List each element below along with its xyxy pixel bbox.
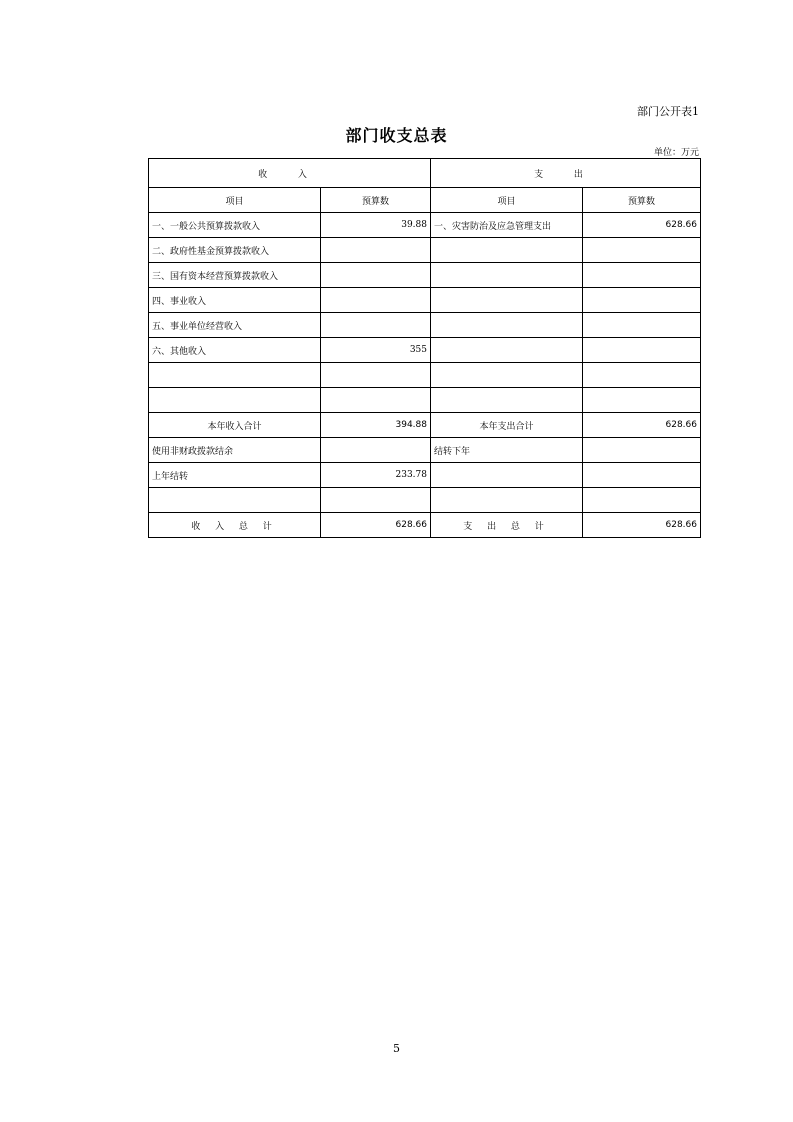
table-row	[149, 263, 701, 288]
income-value-cell	[321, 238, 431, 263]
expense-item-cell	[431, 313, 583, 338]
expense-value-cell	[583, 388, 701, 413]
expense-value-cell	[583, 263, 701, 288]
table-row	[149, 213, 701, 238]
income-subtotal-value: 394.88	[321, 413, 431, 438]
table-row	[149, 463, 701, 488]
income-item-column-header: 项目	[149, 188, 321, 213]
expense-item-cell: 结转下年	[431, 438, 583, 463]
expense-item-cell	[431, 288, 583, 313]
expense-budget-column-header: 预算数	[583, 188, 701, 213]
income-item-cell: 二、政府性基金预算拨款收入	[149, 238, 321, 263]
expense-item-cell	[431, 263, 583, 288]
table-row	[149, 288, 701, 313]
expense-subtotal-value: 628.66	[583, 413, 701, 438]
income-item-cell	[149, 363, 321, 388]
income-budget-column-header: 预算数	[321, 188, 431, 213]
page-title: 部门收支总表	[345, 126, 448, 145]
income-value-cell	[321, 263, 431, 288]
table-row	[149, 438, 701, 463]
table-column-header-row	[149, 188, 701, 213]
budget-summary-table	[148, 158, 701, 538]
expense-value-cell	[583, 438, 701, 463]
income-value-cell: 233.78	[321, 463, 431, 488]
table-row	[149, 363, 701, 388]
income-item-cell: 六、其他收入	[149, 338, 321, 363]
income-item-cell: 上年结转	[149, 463, 321, 488]
total-row	[149, 513, 701, 538]
expense-item-cell	[431, 338, 583, 363]
table-row	[149, 238, 701, 263]
expense-item-cell	[431, 363, 583, 388]
expense-value-cell: 628.66	[583, 213, 701, 238]
expense-item-cell: 一、灾害防治及应急管理支出	[431, 213, 583, 238]
expense-item-column-header: 项目	[431, 188, 583, 213]
unit-label: 单位：万元	[653, 148, 699, 158]
income-total-value: 628.66	[321, 513, 431, 538]
expense-subtotal-label: 本年支出合计	[431, 413, 583, 438]
income-subtotal-label: 本年收入合计	[149, 413, 321, 438]
expense-total-value: 628.66	[583, 513, 701, 538]
form-number: 部门公开表1	[637, 105, 699, 118]
table-group-header-row	[149, 159, 701, 188]
expense-value-cell	[583, 313, 701, 338]
expense-item-cell	[431, 388, 583, 413]
income-item-cell: 四、事业收入	[149, 288, 321, 313]
income-header: 收 入	[149, 159, 431, 188]
table-row	[149, 388, 701, 413]
income-value-cell	[321, 388, 431, 413]
expense-value-cell	[583, 238, 701, 263]
expense-value-cell	[583, 463, 701, 488]
income-item-cell	[149, 388, 321, 413]
expense-item-cell	[431, 463, 583, 488]
income-item-cell: 三、国有资本经营预算拨款收入	[149, 263, 321, 288]
income-value-cell	[321, 313, 431, 338]
expense-value-cell	[583, 488, 701, 513]
income-value-cell	[321, 438, 431, 463]
expense-total-label: 支 出 总 计	[431, 513, 583, 538]
page-number: 5	[393, 1042, 400, 1055]
expense-value-cell	[583, 288, 701, 313]
income-value-cell	[321, 288, 431, 313]
table-row	[149, 313, 701, 338]
expense-value-cell	[583, 363, 701, 388]
income-value-cell: 355	[321, 338, 431, 363]
income-item-cell: 一、一般公共预算拨款收入	[149, 213, 321, 238]
income-item-cell	[149, 488, 321, 513]
expense-item-cell	[431, 488, 583, 513]
table-row	[149, 338, 701, 363]
income-value-cell	[321, 363, 431, 388]
table-row	[149, 488, 701, 513]
income-value-cell: 39.88	[321, 213, 431, 238]
expense-item-cell	[431, 238, 583, 263]
expense-value-cell	[583, 338, 701, 363]
income-item-cell: 五、事业单位经营收入	[149, 313, 321, 338]
income-item-cell: 使用非财政拨款结余	[149, 438, 321, 463]
expense-header: 支 出	[431, 159, 701, 188]
income-total-label: 收 入 总 计	[149, 513, 321, 538]
subtotal-row	[149, 413, 701, 438]
income-value-cell	[321, 488, 431, 513]
